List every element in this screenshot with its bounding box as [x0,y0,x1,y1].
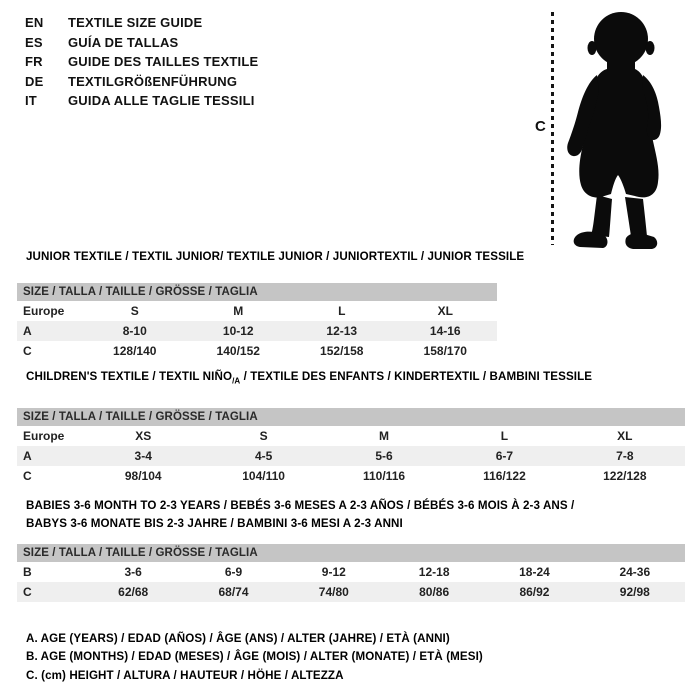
babies-size-table [17,497,685,602]
height-cell: 92/98 [619,585,650,599]
height-cell: 98/104 [124,469,162,484]
lang-code: DE [25,73,44,89]
lang-code: FR [25,54,43,70]
size-header-text: SIZE / TALLA / TAILLE / GRÖSSE / TAGLIA [23,411,258,424]
title-part: CHILDREN'S TEXTILE / TEXTIL NIÑO [26,370,233,383]
height-cell: 74/80 [318,585,349,599]
table-row-age [17,446,685,466]
height-cell: 68/74 [218,585,249,599]
language-title-list [25,13,258,111]
lang-row-de [25,72,258,92]
size-cell: S [130,304,139,318]
children-size-table [17,370,685,486]
row-label: Europe [23,304,65,318]
height-measure-dashed-line [551,12,554,245]
age-cell: 7-8 [616,449,634,464]
children-table-title [26,370,685,388]
note-age-years: A. AGE (YEARS) / EDAD (AÑOS) / ÂGE (ANS) / ALTER (JAHRE) / ETÀ (ANNI) [26,631,450,645]
table-row-height [17,582,685,602]
babies-title-line1: BABIES 3-6 MONTH TO 2-3 YEARS / BEBÉS 3-6 MESES A 2-3 AÑOS / BÉBÉS 3-6 MOIS À 2-3 ANS / [26,499,575,512]
lang-title: GUÍA DE TALLAS [68,34,179,50]
age-cell: 3-4 [134,449,152,464]
title-part: / TEXTILE DES ENFANTS / KINDERTEXTIL / BAMBINI TESSILE [240,370,593,383]
junior-table-title: JUNIOR TEXTILE / TEXTIL JUNIOR/ TEXTILE JUNIOR / JUNIORTEXTIL / JUNIOR TESSILE [26,250,525,263]
size-header-bar [17,544,685,562]
height-measure-label: C [535,118,546,135]
height-cell: 122/128 [603,469,647,484]
babies-title-line2: BABYS 3-6 MONATE BIS 2-3 JAHRE / BAMBINI 3-6 MESI A 2-3 ANNI [26,517,403,530]
table-row-height [17,341,497,361]
age-cell: 5-6 [375,449,393,464]
lang-code: IT [25,93,37,109]
age-cell: 4-5 [254,449,273,464]
height-cell: 128/140 [113,344,157,358]
table-row-europe [17,426,685,446]
size-cell: M [379,429,390,444]
age-cell: 14-16 [429,324,461,338]
row-label: C [23,585,32,599]
lang-title: GUIDA ALLE TAGLIE TESSILI [68,93,255,109]
size-header-bar [17,283,497,301]
height-cell: 116/122 [483,469,526,484]
size-cell: L [338,304,346,318]
size-cell: S [259,429,268,444]
age-cell: 6-9 [224,565,243,579]
height-cell: 62/68 [118,585,149,599]
age-cell: 10-12 [222,324,254,338]
height-cell: 104/110 [242,469,285,484]
table-row-height [17,466,685,486]
age-cell: 6-7 [495,449,514,464]
title-subscript: /A [232,376,241,386]
height-cell: 110/116 [362,469,406,484]
row-label: Europe [23,429,65,444]
age-cell: 8-10 [122,324,147,338]
lang-title: TEXTILE SIZE GUIDE [68,15,203,31]
size-header-text: SIZE / TALLA / TAILLE / GRÖSSE / TAGLIA [23,286,258,298]
table-row-age-months [17,562,685,582]
row-label: A [23,449,32,464]
lang-code: EN [25,15,44,31]
lang-row-es [25,33,258,53]
size-header-bar [17,408,685,426]
size-cell: XL [437,304,453,318]
lang-title: GUIDE DES TAILLES TEXTILE [68,54,259,70]
lang-row-it [25,91,258,111]
note-height-cm: C. (cm) HEIGHT / ALTURA / HAUTEUR / HÖHE / ALTEZZA [26,668,344,682]
height-cell: 86/92 [519,585,550,599]
lang-code: ES [25,34,43,50]
lang-title: TEXTILGRÖßENFÜHRUNG [68,73,238,89]
size-cell: L [500,429,509,444]
toddler-silhouette-icon [563,5,695,250]
lang-row-en [25,13,258,33]
age-cell: 12-13 [326,324,358,338]
row-label: B [23,565,32,579]
size-cell: XL [617,429,633,444]
size-cell: XS [135,429,152,444]
babies-table-title [26,497,685,533]
table-row-europe [17,301,497,321]
height-cell: 140/152 [216,344,260,358]
age-cell: 24-36 [619,565,651,579]
row-label: A [23,324,32,338]
height-cell: 152/158 [320,344,364,358]
legend-notes [26,629,483,685]
size-cell: M [233,304,244,318]
row-label: C [23,344,32,358]
lang-row-fr [25,52,258,72]
age-cell: 9-12 [321,565,346,579]
note-age-months: B. AGE (MONTHS) / EDAD (MESES) / ÂGE (MOIS) / ALTER (MONATE) / ETÀ (MESI) [26,650,483,664]
age-cell: 12-18 [418,565,450,579]
junior-size-table [17,250,525,361]
height-cell: 80/86 [419,585,450,599]
row-label: C [23,469,32,484]
size-header-text: SIZE / TALLA / TAILLE / GRÖSSE / TAGLIA [23,547,258,559]
age-cell: 18-24 [519,565,550,579]
table-row-age [17,321,497,341]
height-cell: 158/170 [423,344,467,358]
age-cell: 3-6 [124,565,142,579]
